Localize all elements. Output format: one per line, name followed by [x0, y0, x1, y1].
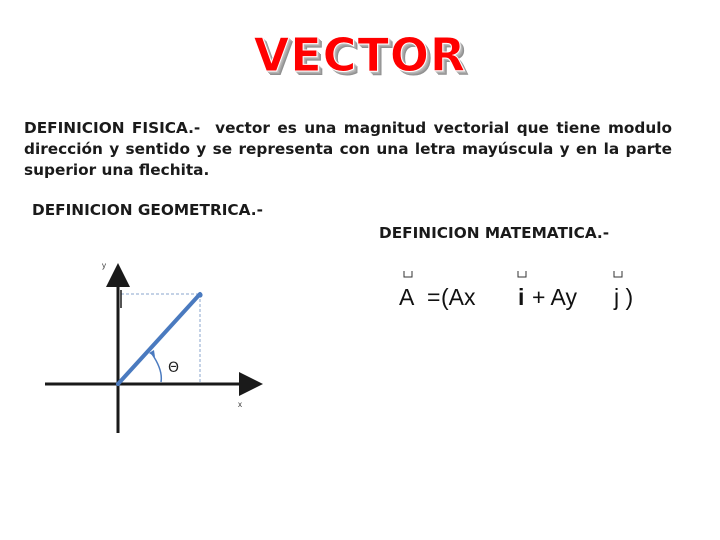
geometric-definition-heading: DEFINICION GEOMETRICA.- — [32, 201, 263, 219]
physical-definition-text: vector es una magnitud vectorial que tiene modulo dirección y sentido y se representa con una letra mayúscula y en la parte superior una flechita. — [24, 119, 672, 179]
formula-unit-i: i — [518, 284, 525, 310]
angle-theta-label: Θ — [168, 360, 180, 376]
x-axis-label: x — [238, 400, 242, 409]
y-axis-label: y — [102, 261, 106, 270]
mathematical-definition-heading: DEFINICION MATEMATICA.- — [379, 224, 610, 242]
vector-tip — [197, 292, 202, 297]
angle-arc — [152, 354, 161, 382]
vector-arrow — [118, 294, 200, 384]
formula-vector-a: A — [399, 284, 415, 310]
formula-ax: (Ax — [441, 284, 476, 310]
vector-formula — [399, 271, 633, 310]
formula-plus-ay: + Ay — [532, 284, 577, 310]
formula-equals: = — [427, 284, 441, 310]
physical-definition-heading: DEFINICION FISICA.- — [24, 119, 201, 137]
page-title: VECTOR — [253, 28, 467, 82]
formula-unit-j: j ) — [614, 284, 634, 310]
